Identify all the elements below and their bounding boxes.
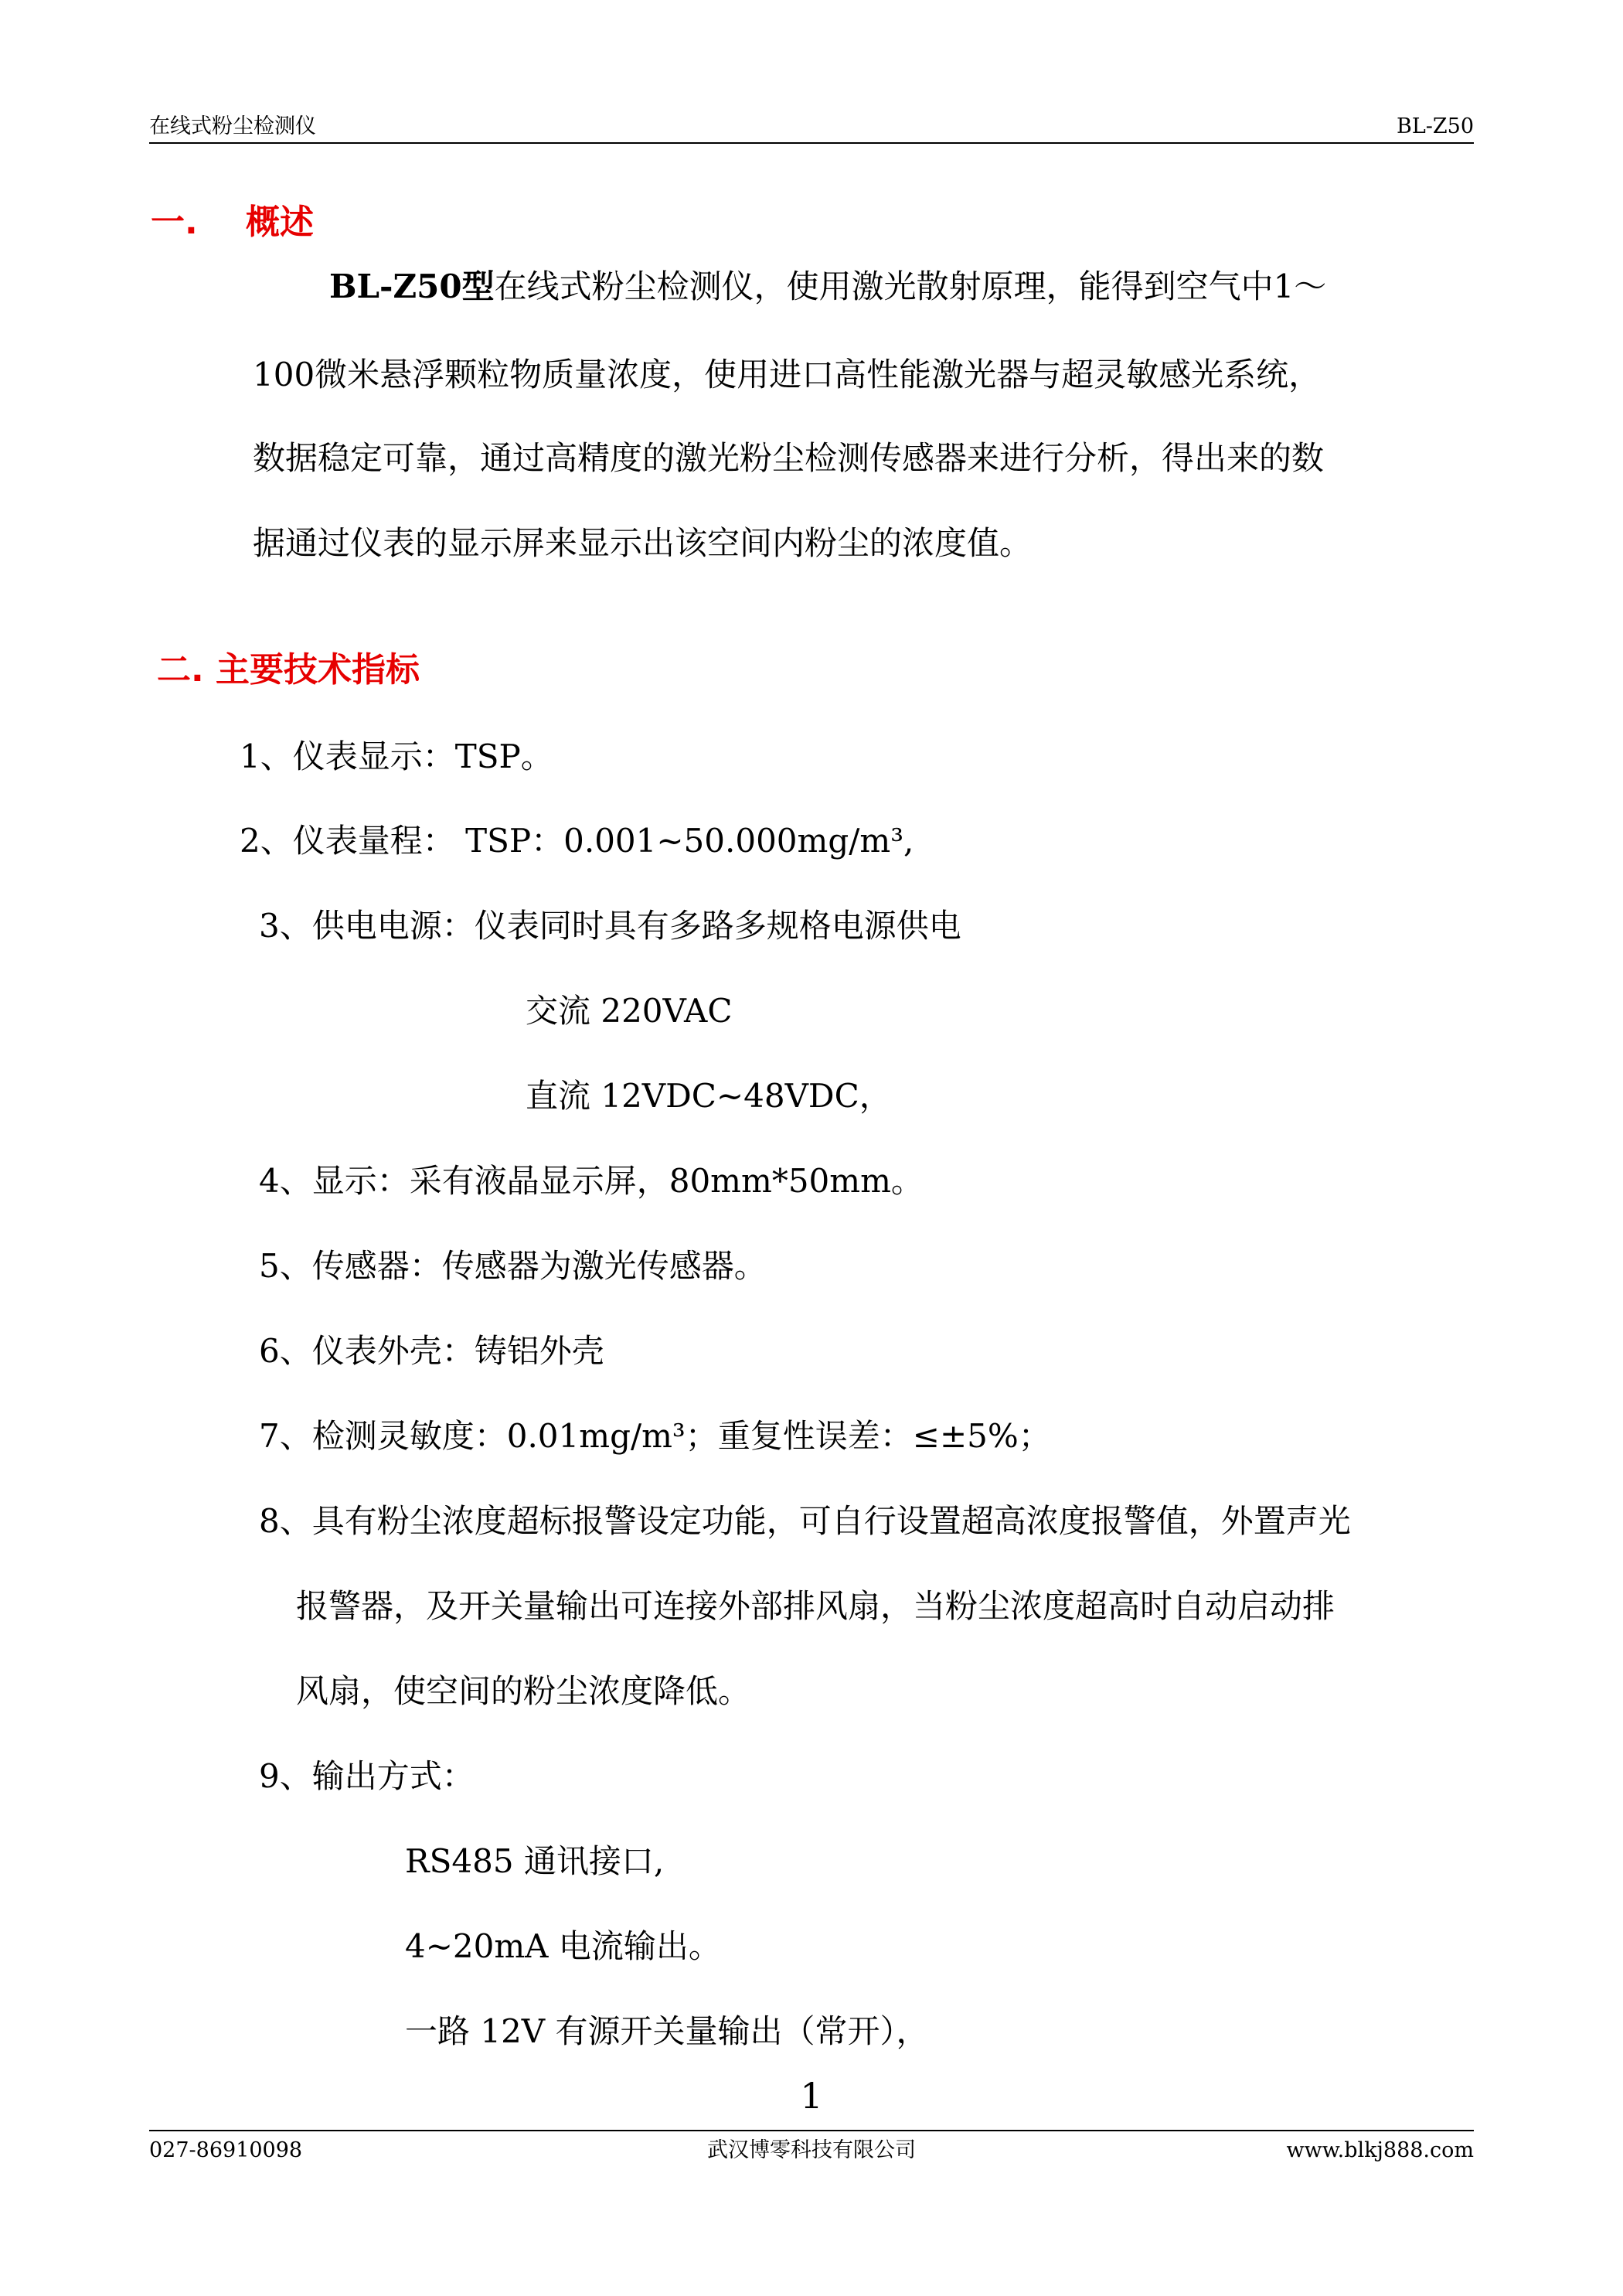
section-1-title: 概述: [246, 203, 314, 242]
overview-line-1-text: 在线式粉尘检测仪，使用激光散射原理，能得到空气中1～: [494, 267, 1327, 305]
spec-item-alarm-line-3: 风扇，使空间的粉尘浓度降低。: [296, 1672, 751, 1710]
overview-line-2: 100微米悬浮颗粒物质量浓度，使用进口高性能激光器与超灵敏感光系统，: [253, 356, 1322, 393]
spec-item-power: 3、供电电源：仪表同时具有多路多规格电源供电: [259, 907, 961, 945]
spec-item-output-rs485: RS485 通讯接口,: [405, 1842, 665, 1880]
section-2-title: 二. 主要技术指标: [157, 650, 420, 690]
overview-model-name: BL-Z50型: [329, 267, 495, 305]
footer-divider: [149, 2130, 1474, 2131]
spec-item-output-switch: 一路 12V 有源开关量输出（常开），: [405, 2012, 929, 2050]
spec-item-display: 1、仪表显示：TSP。: [240, 738, 553, 775]
spec-item-output-current: 4~20mA 电流输出。: [405, 1927, 721, 1965]
spec-item-sensitivity: 7、检测灵敏度：0.01mg/m³；重复性误差：≤±5%；: [259, 1417, 1051, 1455]
header-title: 在线式粉尘检测仪: [149, 114, 316, 138]
overview-line-4: 据通过仪表的显示屏来显示出该空间内粉尘的浓度值。: [253, 524, 1033, 562]
footer-company: 武汉博零科技有限公司: [707, 2138, 916, 2162]
spec-item-alarm-line-1: 8、具有粉尘浓度超标报警设定功能，可自行设置超高浓度报警值，外置声光: [259, 1502, 1351, 1540]
spec-item-range: 2、仪表量程： TSP：0.001~50.000mg/m³,: [240, 822, 914, 860]
footer-website: www.blkj888.com: [1286, 2138, 1474, 2162]
spec-item-sensor: 5、传感器：传感器为激光传感器。: [259, 1247, 767, 1285]
page-number: 1: [800, 2075, 823, 2117]
header-divider: [149, 142, 1474, 144]
spec-item-output: 9、输出方式：: [259, 1757, 475, 1795]
overview-line-1: [329, 267, 1327, 305]
overview-line-3: 数据稳定可靠，通过高精度的激光粉尘检测传感器来进行分析，得出来的数: [253, 439, 1325, 477]
spec-item-housing: 6、仪表外壳：铸铝外壳: [259, 1332, 604, 1370]
spec-item-alarm-line-2: 报警器，及开关量输出可连接外部排风扇，当粉尘浓度超高时自动启动排: [296, 1587, 1335, 1625]
section-1-number: 一.: [151, 203, 198, 242]
spec-item-power-ac: 交流 220VAC: [526, 992, 733, 1030]
footer-phone: 027-86910098: [149, 2138, 303, 2162]
spec-item-power-dc: 直流 12VDC~48VDC，: [526, 1077, 892, 1115]
header-model: BL-Z50: [1396, 114, 1474, 138]
spec-item-screen: 4、显示：采有液晶显示屏，80mm*50mm。: [259, 1162, 924, 1200]
